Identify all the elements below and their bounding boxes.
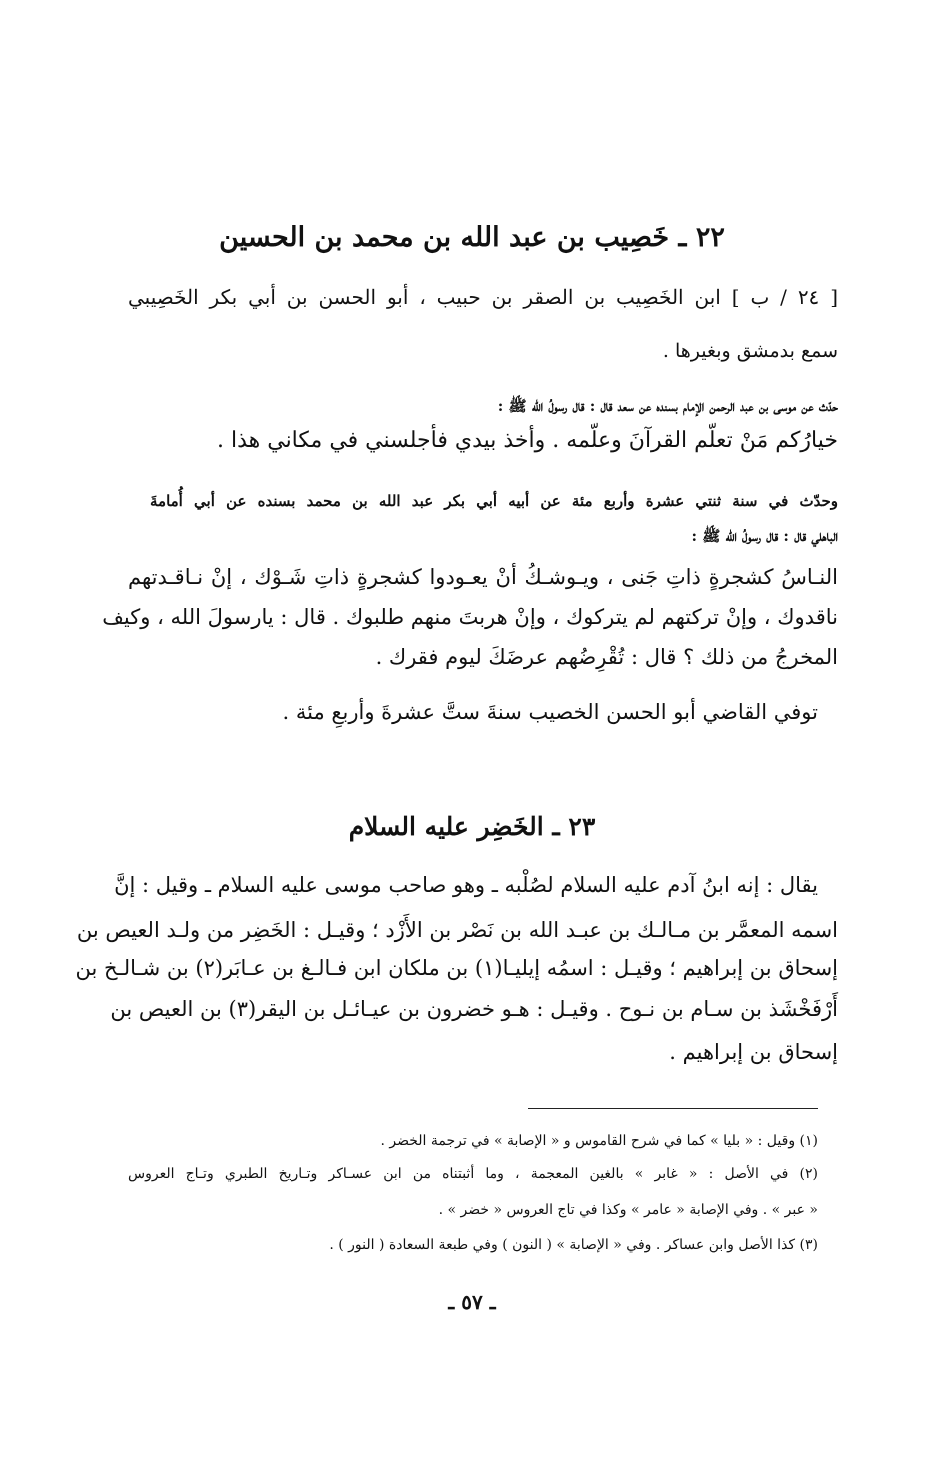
entry-23-line-3: إسحاق بن إبراهيم ؛ وقيـل : اسمُه إيليـا(١) بن ملكان ابن فـالـغ بن عـابَر(٢) بن شـالـخ بن — [75, 956, 838, 980]
entry-22-hadith-2-line-1: النـاسُ كشجرةٍ ذاتِ جَنى ، ويـوشـكُ أنْ يعـودوا كشجرةٍ ذاتِ شَـوْك ، إنْ نـاقـدتهم — [128, 565, 838, 589]
entry-22-heading: ٢٢ ـ خَصِيب بن عبد الله بن محمد بن الحسين — [219, 222, 725, 253]
footnote-1: (١) وقيل : « بليا » كما في شرح القاموس و « الإصابة » في ترجمة الخضر . — [380, 1133, 818, 1149]
footnote-2-line-2: « عبر » . وفي الإصابة « عامر » وكذا في تاج العروس « خضر » . — [438, 1202, 818, 1218]
entry-23-line-2: اسمه المعمَّر بن مـالـك بن عبـد الله بن نَصْر بن الأَزْد ؛ وقيـل : الخَضِر من ولـد العيص بن — [76, 918, 838, 942]
entry-23-line-5: إسحاق بن إبراهيم . — [669, 1040, 838, 1064]
entry-22-hadith-2-line-2: ناقدوك ، وإنْ تركتهم لم يتركوك ، وإنْ هربتَ منهم طلبوك . قال : يارسولَ الله ، وكيف — [102, 605, 838, 629]
entry-22-narration-2-line-2: الباهلي قال : قال رسولُ الله ﷺ : — [691, 527, 838, 545]
footnote-3: (٣) كذا الأصل وابن عساكر . وفي « الإصابة » ( النون ) وفي طبعة السعادة ( النور ) . — [329, 1237, 818, 1253]
entry-23-line-1: يقال : إنه ابنُ آدم عليه السلام لصُلْبه ـ وهو صاحب موسى عليه السلام ـ وقيل : إنَّ — [114, 873, 818, 897]
entry-22-hadith-2-line-3: المخرجُ من ذلك ؟ قال : تُقْرِضُهم عرضَكَ ليوم فقرك . — [375, 645, 838, 669]
entry-22-death: توفي القاضي أبو الحسن الخصيب سنةَ ستَّ عشرةَ وأربعِ مئة . — [282, 700, 818, 724]
page-number: ـ ٥٧ ـ — [448, 1290, 496, 1314]
entry-23-line-4: أَرْفَخْشَذ بن سـام بن نـوح . وقيـل : هـو خضرون بن عيـائـل بن اليقر(٣) بن العيص بن — [110, 997, 838, 1021]
footnote-2-line-1: (٢) في الأصل : « غابر » بالغين المعجمة ، وما أثبتناه من ابن عسـاكر وتـاريخ الطبري وتـاج العروس — [128, 1166, 818, 1182]
entry-22-source-line: [ ٢٤ / ب ] ابن الخَصِيب بن الصقر بن حبيب ، أبو الحسن بن أبي بكر الخَصِيبي — [128, 285, 838, 309]
entry-23-heading: ٢٣ ـ الخَضِر عليه السلام — [348, 812, 596, 841]
entry-22-narration-1: حدّث عن موسى بن عبد الرحمن الإمام بسنده عن سعد قال : قال رسولُ الله ﷺ : — [497, 397, 838, 415]
entry-22-heard: سمع بدمشق وبغيرها . — [662, 340, 838, 362]
entry-22-hadith-1: خيارُكم مَنْ تعلّم القرآنَ وعلّمه . وأخذ بيدي فأجلسني في مكاني هذا . — [216, 428, 838, 453]
footnote-divider — [528, 1108, 818, 1109]
entry-22-narration-2-line-1: وحدّث في سنة ثنتي عشرة وأربع مئة عن أبيه أبي بكر عبد الله بن محمد بسنده عن أبي أُمامةَ — [150, 492, 838, 510]
